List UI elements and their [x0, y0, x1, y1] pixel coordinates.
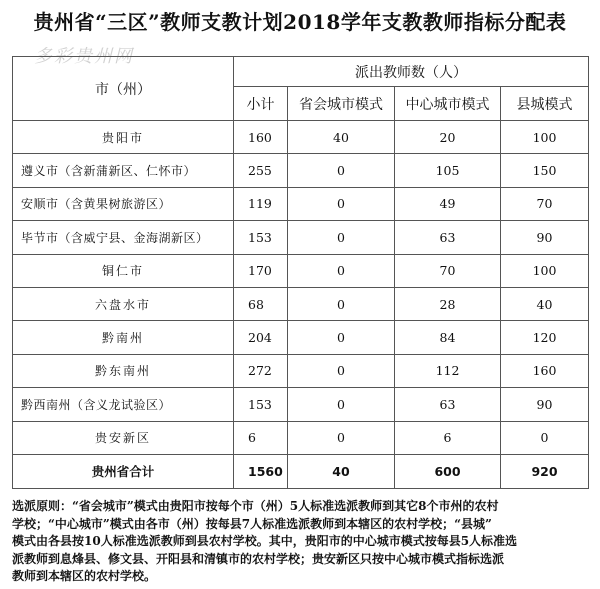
cell-total: 255 — [234, 154, 288, 187]
selection-principle-note — [12, 498, 588, 586]
total-row — [13, 454, 589, 488]
cell-county: 90 — [501, 388, 589, 421]
region-name: 贵安新区 — [13, 421, 234, 454]
note-line: 教师到本辖区的农村学校。 — [12, 569, 157, 583]
cell-total: 153 — [234, 221, 288, 254]
cell-total: 170 — [234, 254, 288, 287]
total-label: 贵州省合计 — [13, 454, 234, 488]
note-line: 选派原则：“省会城市”模式由贵阳市按每个市（州）5人标准选派教师到其它8个市州的农村 — [12, 499, 499, 513]
cell-provincial: 0 — [288, 254, 395, 287]
cell-provincial: 0 — [288, 287, 395, 320]
region-name: 黔西南州（含义龙试验区） — [13, 388, 234, 421]
note-line: 模式由各县按10人标准选派教师到县农村学校。其中，贵阳市的中心城市模式按每县5人标准选 — [12, 534, 518, 548]
region-name: 遵义市（含新蒲新区、仁怀市） — [13, 154, 234, 187]
total-provincial: 40 — [288, 454, 395, 488]
cell-county: 40 — [501, 287, 589, 320]
region-name: 黔东南州 — [13, 354, 234, 387]
cell-county: 0 — [501, 421, 589, 454]
table-row — [13, 254, 589, 287]
table-row — [13, 388, 589, 421]
cell-provincial: 0 — [288, 187, 395, 220]
table-row — [13, 321, 589, 354]
cell-central: 84 — [395, 321, 501, 354]
allocation-table — [12, 56, 589, 489]
table-row — [13, 421, 589, 454]
cell-central: 112 — [395, 354, 501, 387]
cell-total: 160 — [234, 121, 288, 154]
cell-total: 68 — [234, 287, 288, 320]
cell-total: 119 — [234, 187, 288, 220]
cell-county: 100 — [501, 121, 589, 154]
page-title: 贵州省“三区”教师支教计划2018学年支教教师指标分配表 — [33, 10, 567, 34]
region-name: 贵阳市 — [13, 121, 234, 154]
cell-provincial: 0 — [288, 354, 395, 387]
region-name: 毕节市（含威宁县、金海湖新区） — [13, 221, 234, 254]
cell-provincial: 0 — [288, 421, 395, 454]
table-row — [13, 154, 589, 187]
cell-provincial: 0 — [288, 388, 395, 421]
cell-county: 120 — [501, 321, 589, 354]
cell-provincial: 40 — [288, 121, 395, 154]
cell-provincial: 0 — [288, 321, 395, 354]
cell-provincial: 0 — [288, 221, 395, 254]
cell-central: 63 — [395, 388, 501, 421]
watermark: 多彩贵州网 — [34, 46, 134, 67]
header-group: 派出教师数（人） — [234, 57, 589, 87]
header-col-county: 县城模式 — [501, 87, 589, 121]
cell-central: 20 — [395, 121, 501, 154]
cell-county: 90 — [501, 221, 589, 254]
cell-central: 6 — [395, 421, 501, 454]
cell-central: 70 — [395, 254, 501, 287]
region-name: 黔南州 — [13, 321, 234, 354]
header-region: 市（州） — [13, 57, 234, 121]
cell-county: 100 — [501, 254, 589, 287]
table-row — [13, 121, 589, 154]
cell-provincial: 0 — [288, 154, 395, 187]
cell-central: 105 — [395, 154, 501, 187]
region-name: 安顺市（含黄果树旅游区） — [13, 187, 234, 220]
total-central: 600 — [395, 454, 501, 488]
note-line: 派教师到息烽县、修文县、开阳县和清镇市的农村学校；贵安新区只按中心城市模式指标选派 — [12, 551, 505, 566]
header-col-total: 小计 — [234, 87, 288, 121]
cell-central: 28 — [395, 287, 501, 320]
note-line: 学校；“中心城市”模式由各市（州）按每县7人标准选派教师到本辖区的农村学校；“县城” — [12, 516, 492, 531]
total-county: 920 — [501, 454, 589, 488]
header-col-provincial: 省会城市模式 — [288, 87, 395, 121]
table-row — [13, 221, 589, 254]
cell-central: 49 — [395, 187, 501, 220]
region-name: 六盘水市 — [13, 287, 234, 320]
cell-central: 63 — [395, 221, 501, 254]
table-row — [13, 354, 589, 387]
cell-total: 153 — [234, 388, 288, 421]
cell-county: 160 — [501, 354, 589, 387]
header-col-central: 中心城市模式 — [395, 87, 501, 121]
table-row — [13, 187, 589, 220]
cell-total: 6 — [234, 421, 288, 454]
region-name: 铜仁市 — [13, 254, 234, 287]
total-total: 1560 — [234, 454, 288, 488]
cell-total: 272 — [234, 354, 288, 387]
cell-county: 70 — [501, 187, 589, 220]
table-row — [13, 287, 589, 320]
cell-total: 204 — [234, 321, 288, 354]
cell-county: 150 — [501, 154, 589, 187]
